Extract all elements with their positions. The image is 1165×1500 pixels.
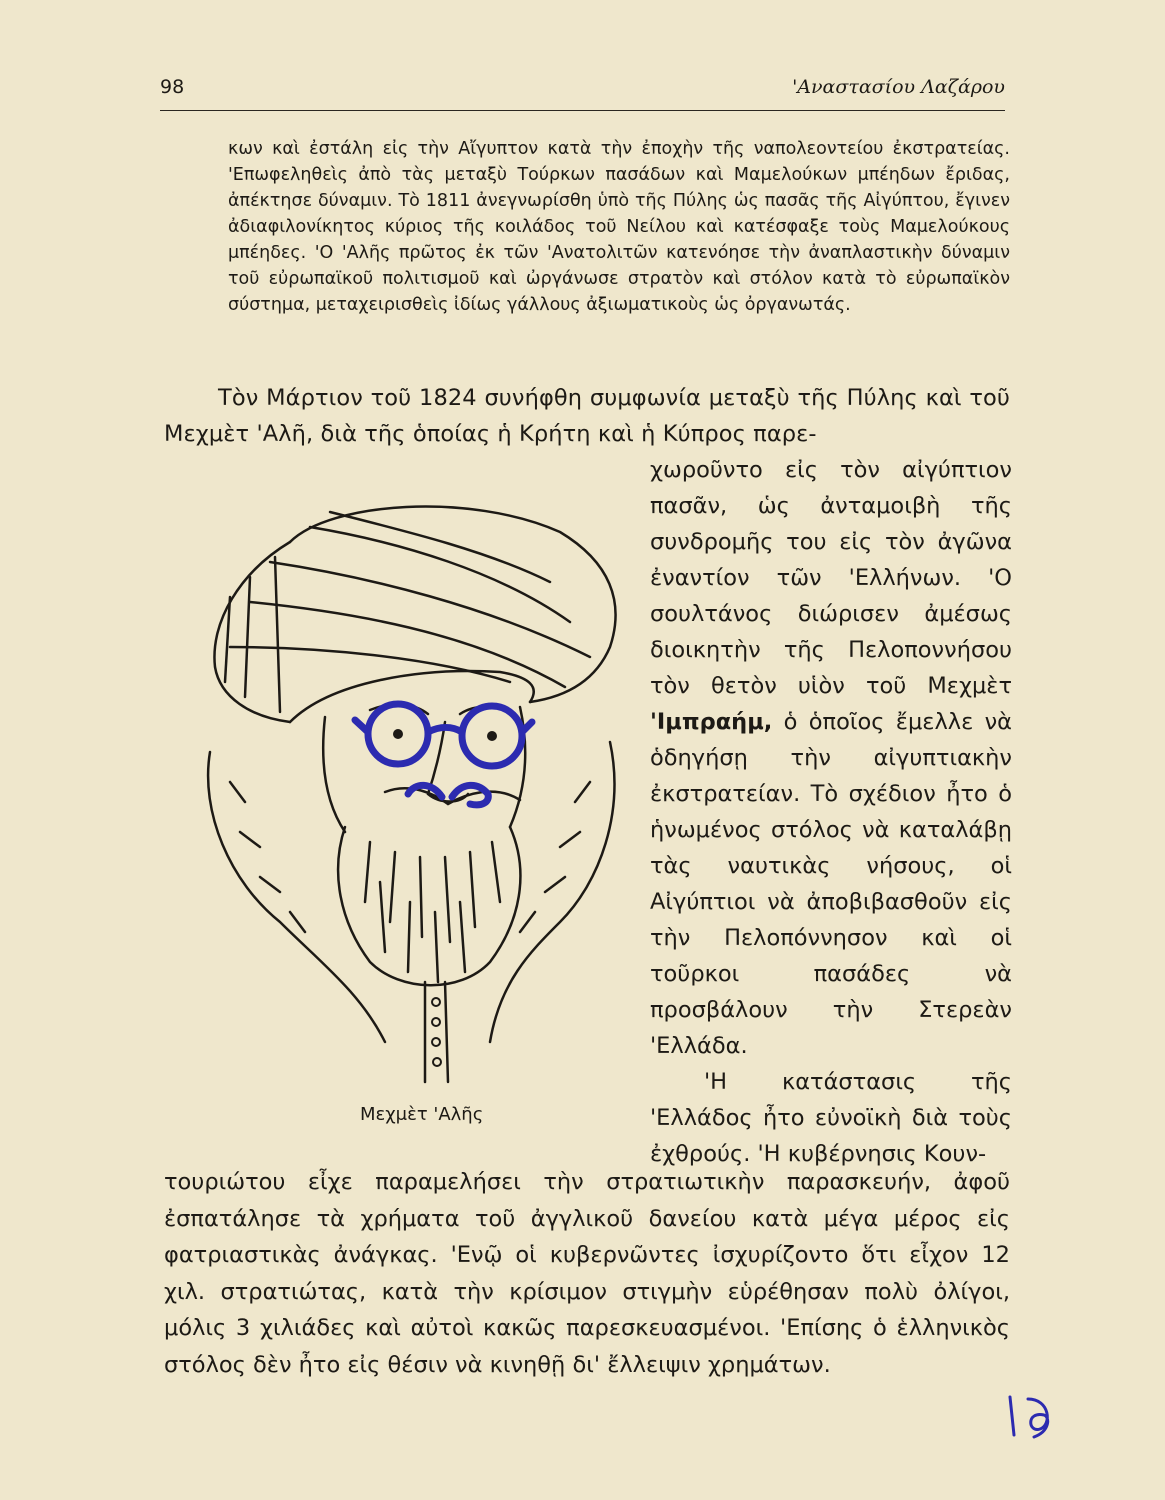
bottom-paragraph-text: τουριώτου εἶχε παραμελήσει τὴν στρατιωτικὴν παρασκευήν, ἀφοῦ ἐσπατάλησε τὰ χρήματα τοῦ ἀγγλικοῦ δανείου κατὰ μέγα μέρος εἰς φατριαστικὰς ἀνάγκας. 'Ενῷ οἱ κυβερνῶντες ἰσχυρίζοντο ὅτι εἶχον 12 χιλ. στρατιώτας, κατὰ τὴν κρίσιμον στιγμὴν εὑρέθησαν πολὺ ὀλίγοι, μόλις 3 χιλιάδες καὶ αὐτοὶ κακῶς παρεσκευασμένοι. 'Επίσης ὁ ἑλληνικὸς στόλος δὲν ἦτο εἰς θέσιν νὰ κινηθῇ δι' ἔλλειψιν χρημάτων. — [164, 1169, 1010, 1378]
bold-name-ibrahim: 'Ιμπραήμ, — [650, 709, 773, 735]
small-print-paragraph — [228, 136, 1010, 318]
intro-text: Τὸν Μάρτιον τοῦ 1824 συνήφθη συμφωνία μεταξὺ τῆς Πύλης καὶ τοῦ Μεχμὲτ 'Αλῆ, διὰ τῆς ὁποίας ἡ Κρήτη καὶ ἡ Κύπρος παρε- — [164, 385, 1010, 447]
page-header — [160, 76, 1005, 104]
page-number: 98 — [160, 76, 185, 98]
wrap-text-b: ὁ ὁποῖος ἔμελλε νὰ ὁδηγήσῃ τὴν αἰγυπτιακὴν ἐκστρατείαν. Τὸ σχέδιον ἦτο ὁ ἡνωμένος στόλος νὰ καταλάβῃ τὰς ναυτικὰς νήσους, οἱ Αἰγύπτιοι νὰ ἀποβιβασθοῦν εἰς τὴν Πελοπόννησον καὶ οἱ τοῦρκοι πασάδες νὰ προσβάλουν τὴν Στερεὰν 'Ελλάδα. — [650, 709, 1012, 1059]
wrap-text-a: χωροῦντο εἰς τὸν αἰγύπτιον πασᾶν, ὡς ἀνταμοιβὴ τῆς συνδρομῆς του εἰς τὸν ἀγῶνα ἐναντίον τῶν 'Ελλήνων. 'Ο σουλτάνος διώρισεν ἀμέσως διοικητὴν τῆς Πελοποννήσου τὸν θετὸν υἱὸν τοῦ Μεχμὲτ — [650, 457, 1012, 699]
text-wrap-column — [650, 452, 1012, 1172]
wrap-paragraph-c: 'Η κατάστασις τῆς 'Ελλάδος ἦτο εὐνοϊκὴ διὰ τοὺς ἐχθρούς. 'Η κυβέρνησις Κουν- — [650, 1069, 1012, 1167]
handwritten-page-mark — [1000, 1385, 1060, 1445]
running-head: 'Αναστασίου Λαζάρου — [792, 76, 1005, 98]
header-rule — [160, 110, 1005, 111]
main-paragraph-intro — [164, 380, 1010, 452]
portrait-illustration — [170, 482, 635, 1092]
figure-caption: Μεχμὲτ 'Αλῆς — [360, 1104, 484, 1125]
wrap-paragraph — [650, 452, 1012, 1064]
small-paragraph-text: κων καὶ ἐστάλη εἰς τὴν Αἴγυπτον κατὰ τὴν ἐποχὴν τῆς ναπολεοντείου ἐκστρατείας. 'Επωφεληθεὶς ἀπὸ τὰς μεταξὺ Τούρκων πασάδων καὶ Μαμελούκων μπέηδων ἔριδας, ἀπέκτησε δύναμιν. Τὸ 1811 ἀνεγνωρίσθη ὑπὸ τῆς Πύλης ὡς πασᾶς τῆς Αἰγύπτου, ἔγινεν ἀδιαφιλονίκητος κύριος τῆς κοιλάδος τοῦ Νείλου καὶ κατέσφαξε τοὺς Μαμελούκους μπέηδες. 'Ο 'Αλῆς πρῶτος ἐκ τῶν 'Ανατολιτῶν κατενόησε τὴν ἀναπλαστικὴν δύναμιν τοῦ εὐρωπαϊκοῦ πολιτισμοῦ καὶ ὠργάνωσε στρατὸν καὶ στόλον κατὰ τὸ εὐρωπαϊκὸν σύστημα, μεταχειρισθεὶς ἰδίως γάλλους ἀξιωματικοὺς ὡς ὀργανωτάς. — [228, 139, 1010, 315]
bottom-paragraph — [164, 1164, 1010, 1383]
handwritten-mark-text: 19 — [1000, 1385, 1002, 1386]
